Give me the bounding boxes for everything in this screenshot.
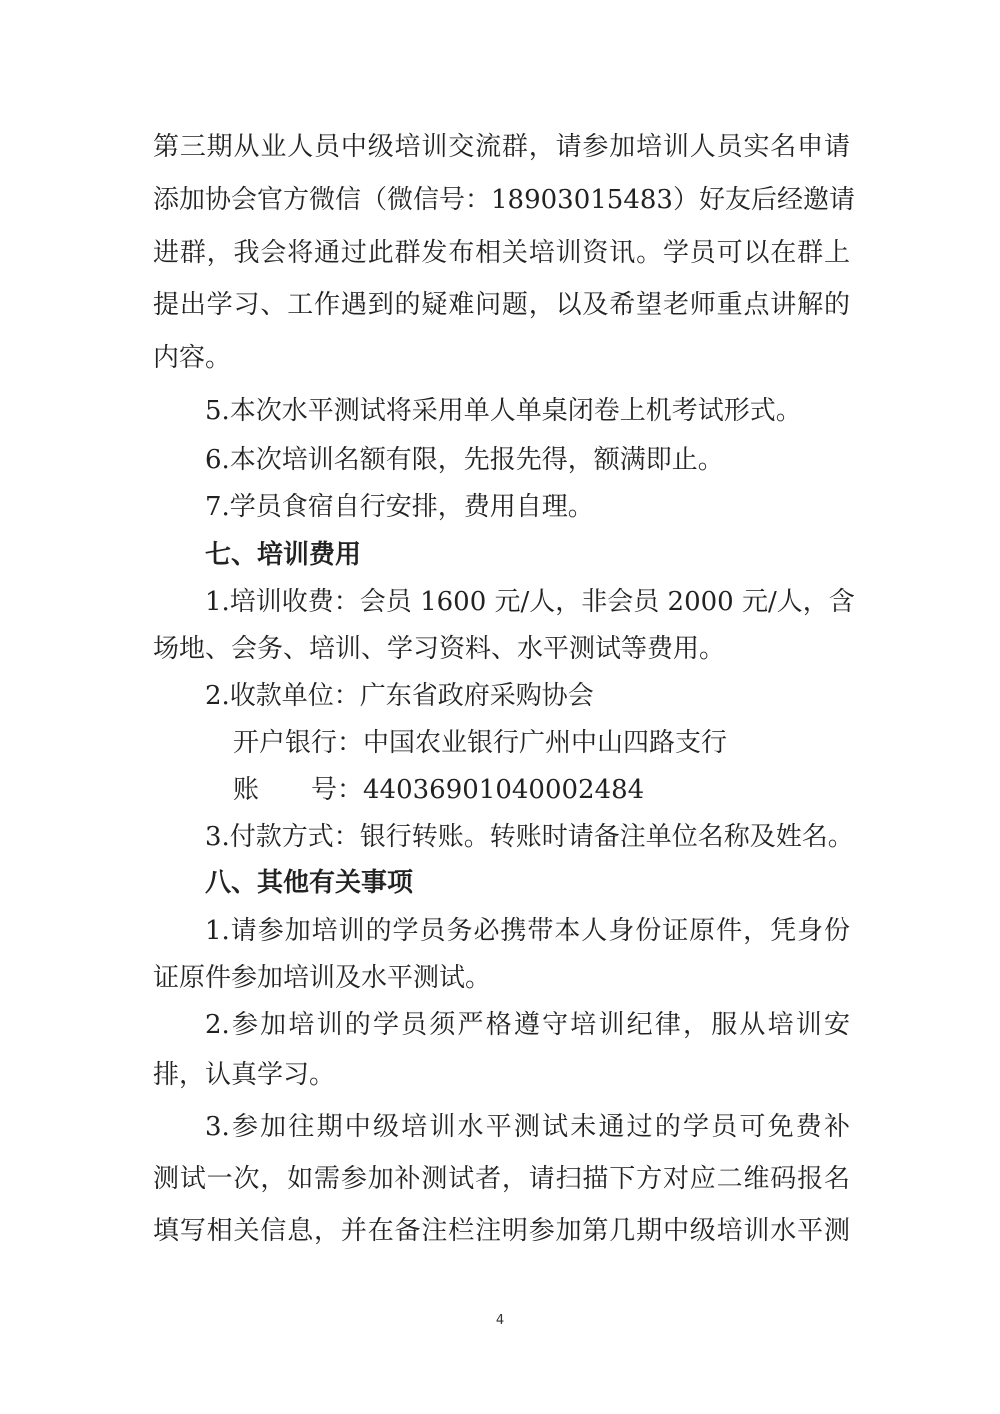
payment-method-line: 3.付款方式：银行转账。转账时请备注单位名称及姓名。: [205, 822, 854, 852]
account-line: 账 号：44036901040002484: [233, 775, 645, 805]
payee-line: 2.收款单位：广东省政府采购协会: [205, 681, 594, 711]
list-item-5: 5.本次水平测试将采用单人单桌闭卷上机考试形式。: [205, 396, 802, 426]
paragraph-line: 测试一次，如需参加补测试者，请扫描下方对应二维码报名: [153, 1164, 850, 1194]
paragraph-line: 1.请参加培训的学员务必携带本人身份证原件，凭身份: [205, 916, 850, 946]
paragraph-line: 进群，我会将通过此群发布相关培训资讯。学员可以在群上: [153, 238, 850, 268]
fee-line: 1.培训收费：会员 1600 元/人，非会员 2000 元/人，含: [205, 587, 855, 617]
paragraph-line: 2.参加培训的学员须严格遵守培训纪律，服从培训安: [205, 1010, 850, 1040]
page-number: 4: [495, 1313, 505, 1328]
list-item-7: 7.学员食宿自行安排，费用自理。: [205, 492, 594, 522]
paragraph-line: 填写相关信息，并在备注栏注明参加第几期中级培训水平测: [153, 1216, 850, 1246]
paragraph-line: 第三期从业人员中级培训交流群，请参加培训人员实名申请: [153, 132, 850, 162]
fee-line: 场地、会务、培训、学习资料、水平测试等费用。: [153, 634, 726, 664]
paragraph-line: 排，认真学习。: [153, 1060, 336, 1090]
paragraph-line: 提出学习、工作遇到的疑难问题，以及希望老师重点讲解的: [153, 290, 850, 320]
paragraph-line: 添加协会官方微信（微信号：18903015483）好友后经邀请: [153, 185, 855, 215]
bank-line: 开户银行：中国农业银行广州中山四路支行: [233, 728, 728, 758]
section-heading-other: 八、其他有关事项: [205, 868, 414, 898]
section-heading-fees: 七、培训费用: [205, 540, 362, 570]
paragraph-line: 证原件参加培训及水平测试。: [153, 963, 492, 993]
paragraph-line: 内容。: [153, 343, 232, 373]
list-item-6: 6.本次培训名额有限，先报先得，额满即止。: [205, 445, 724, 475]
paragraph-line: 3.参加往期中级培训水平测试未通过的学员可免费补: [205, 1112, 850, 1142]
